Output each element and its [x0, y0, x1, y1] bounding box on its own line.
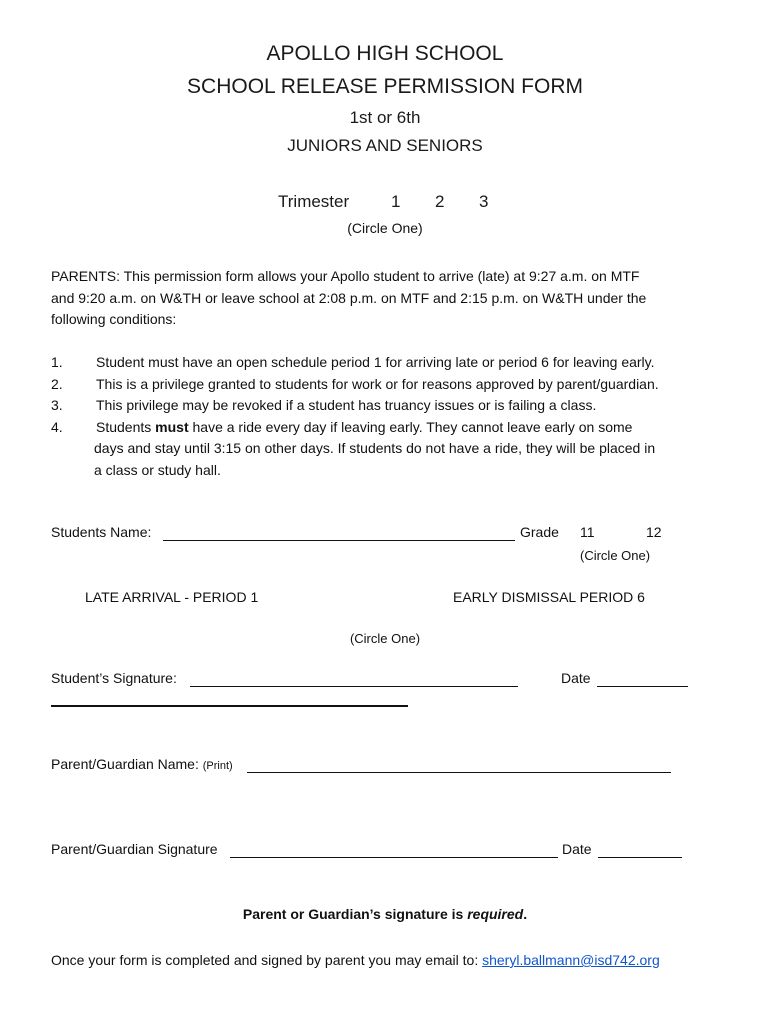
student-signature-label: Student’s Signature: — [51, 670, 177, 686]
students-name-label: Students Name: — [51, 524, 152, 540]
parent-signature-label: Parent/Guardian Signature — [51, 841, 218, 857]
list-item-continuation: a class or study hall. — [94, 461, 221, 478]
signature-required-notice: Parent or Guardian’s signature is required. — [242, 906, 528, 922]
late-arrival-option[interactable]: LATE ARRIVAL - PERIOD 1 — [85, 589, 259, 605]
trimester-label: Trimester — [278, 192, 350, 211]
grade-option-12[interactable]: 12 — [646, 524, 662, 540]
intro-line: following conditions: — [51, 311, 177, 327]
list-item: 3. This privilege may be revoked if a student has truancy issues or is failing a class. — [51, 397, 597, 413]
parent-name-field[interactable] — [247, 772, 671, 773]
intro-line: and 9:20 a.m. on W&TH or leave school at 2:08 p.m. on MTF and 2:15 p.m. on W&TH under the — [51, 289, 647, 306]
student-date-field[interactable] — [597, 686, 688, 687]
form-title: SCHOOL RELEASE PERMISSION FORM — [187, 75, 583, 98]
student-signature-field[interactable] — [190, 686, 518, 687]
school-name: APOLLO HIGH SCHOOL — [266, 42, 504, 65]
parent-name-hint: (Print) — [202, 760, 233, 772]
email-instruction: Once your form is completed and signed by parent you may email to: sheryl.ballmann@isd742.org — [51, 952, 660, 968]
trimester-option-1[interactable]: 1 — [391, 192, 401, 211]
period-line: 1st or 6th — [349, 108, 421, 127]
required-emphasis: required — [467, 906, 524, 922]
intro-paragraph — [51, 266, 731, 331]
parent-name-label: Parent/Guardian Name: — [51, 756, 199, 772]
email-link[interactable]: sheryl.ballmann@isd742.org — [482, 952, 660, 968]
parent-signature-field[interactable] — [230, 857, 558, 858]
list-item: 2. This is a privilege granted to students for work or for reasons approved by parent/guardian. — [51, 375, 659, 392]
list-item-continuation: days and stay until 3:15 on other days. If students do not have a ride, they will be placed in — [94, 440, 656, 456]
grade-instruction: (Circle One) — [580, 548, 651, 563]
conditions-list — [51, 352, 731, 481]
student-date-label: Date — [561, 670, 591, 686]
trimester-option-2[interactable]: 2 — [435, 192, 445, 211]
audience-line: JUNIORS AND SENIORS — [287, 136, 483, 155]
signature-divider — [51, 705, 408, 707]
grade-option-11[interactable]: 11 — [580, 524, 595, 540]
dismissal-instruction: (Circle One) — [349, 631, 421, 646]
parent-date-label: Date — [562, 841, 592, 857]
list-item: 4. Students must have a ride every day if leaving early. They cannot leave early on some — [51, 418, 633, 435]
trimester-option-3[interactable]: 3 — [479, 192, 489, 211]
early-dismissal-option[interactable]: EARLY DISMISSAL PERIOD 6 — [453, 589, 645, 605]
grade-label: Grade — [520, 524, 559, 540]
parent-name-label-group — [51, 756, 233, 772]
intro-line: PARENTS: This permission form allows your Apollo student to arrive (late) at 9:27 a.m. on MTF — [51, 268, 640, 284]
list-item: 1. Student must have an open schedule period 1 for arriving late or period 6 for leaving early. — [51, 354, 655, 370]
students-name-field[interactable] — [163, 540, 515, 541]
parent-date-field[interactable] — [598, 857, 682, 858]
trimester-instruction: (Circle One) — [347, 220, 423, 236]
